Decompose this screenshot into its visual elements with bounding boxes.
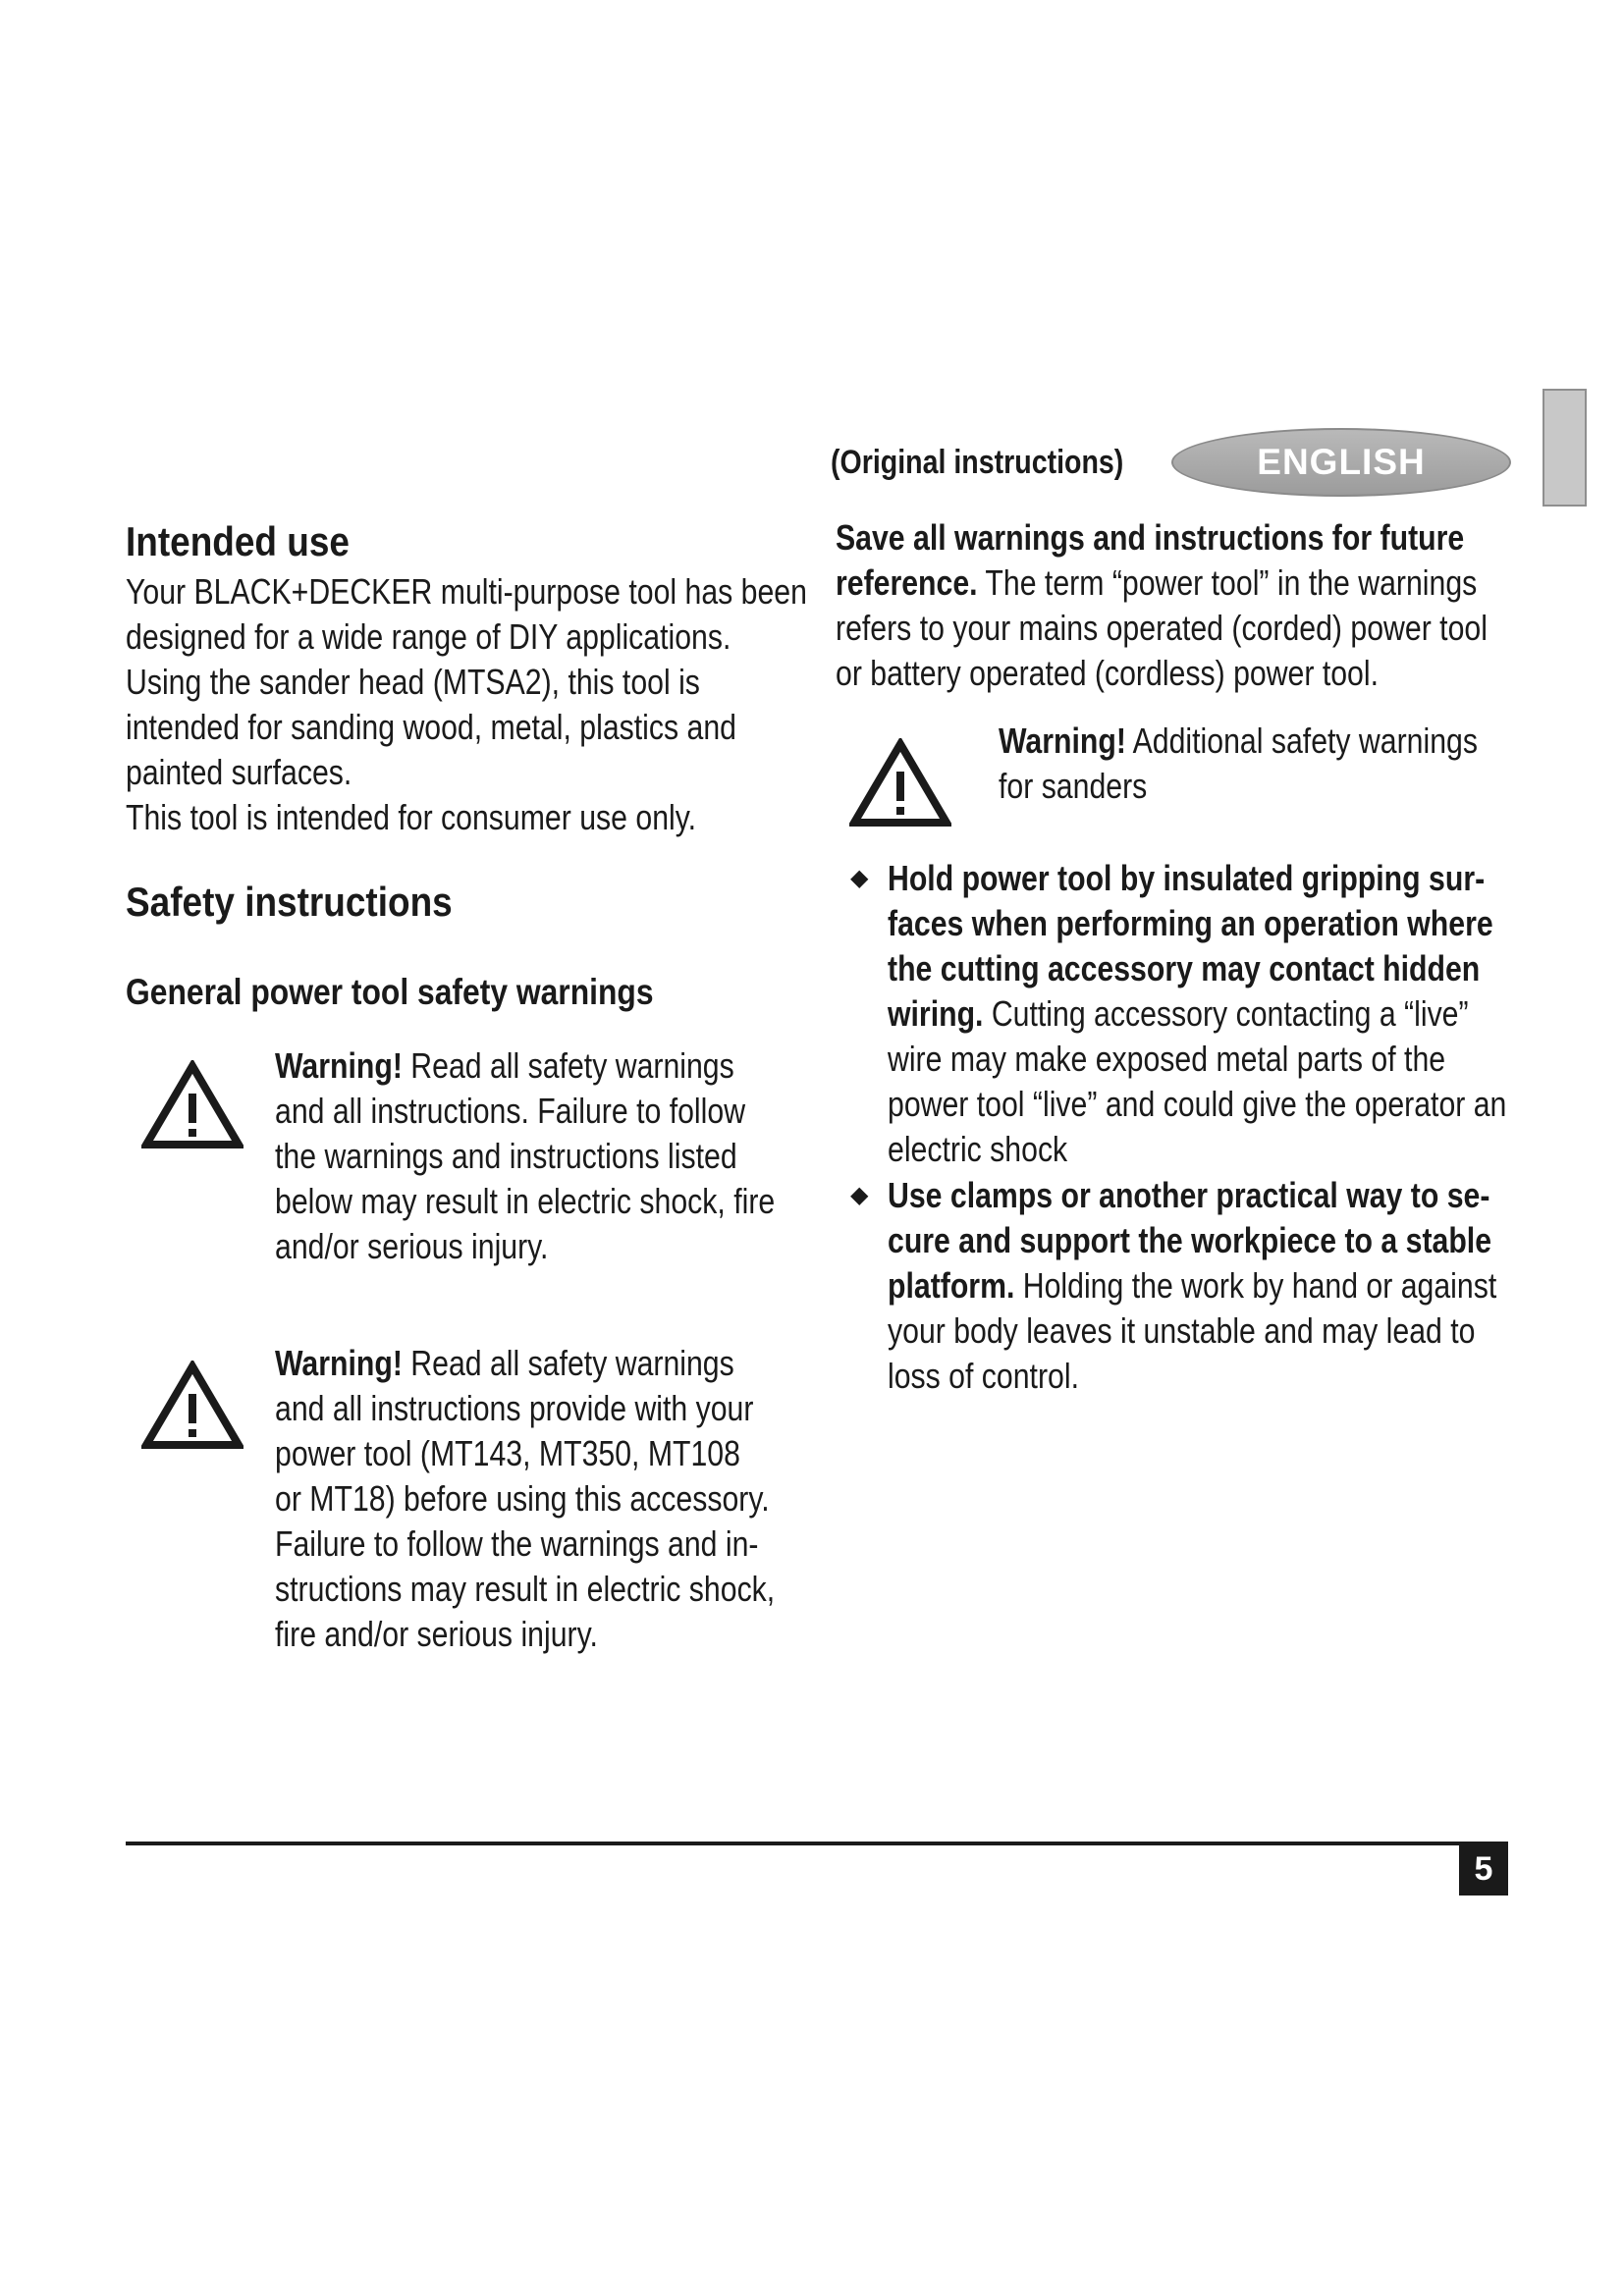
page-number: 5 xyxy=(1474,1849,1493,1888)
warning-1-first-line: Read all safety warnings xyxy=(402,1045,734,1086)
bullet-2-line xyxy=(888,1263,1496,1308)
page-number-badge xyxy=(1459,1842,1508,1896)
general-safety-subheading: General power tool safety warnings xyxy=(126,972,654,1012)
warning-triangle-icon xyxy=(141,1060,244,1150)
bullet-2-line: your body leaves it unstable and may lead to xyxy=(888,1310,1476,1351)
intended-use-body xyxy=(126,569,807,840)
warning-1-line: below may result in electric shock, fire xyxy=(275,1181,776,1221)
bullet-1-bold: the cutting accessory may contact hidden xyxy=(888,948,1481,988)
warning-3-line xyxy=(999,719,1478,764)
warning-1-text xyxy=(275,1043,775,1269)
bullet-2-bold: cure and support the workpiece to a stable xyxy=(888,1220,1492,1260)
warning-1-line: the warnings and instructions listed xyxy=(275,1136,737,1176)
wiring-bold: wiring. xyxy=(888,993,984,1034)
bullet-1-line xyxy=(888,946,1506,991)
intended-use-line: Using the sander head (MTSA2), this tool is xyxy=(126,662,700,702)
bullet-2-line xyxy=(888,1218,1496,1263)
save-warnings-line xyxy=(836,561,1488,606)
warning-2-first-line: Read all safety warnings xyxy=(402,1343,734,1383)
bullet-1-line: wire may make exposed metal parts of the xyxy=(888,1039,1446,1079)
bullet-1-line xyxy=(888,901,1506,946)
bullet-2-line: loss of control. xyxy=(888,1356,1079,1396)
warning-2-line: Failure to follow the warnings and in- xyxy=(275,1523,759,1564)
warning-2-line: or MT18) before using this accessory. xyxy=(275,1478,770,1519)
bullet-2-text xyxy=(888,1173,1496,1399)
bullet-2-rest: Holding the work by hand or against xyxy=(1014,1265,1497,1306)
save-warnings-text xyxy=(836,515,1488,696)
original-instructions-label: (Original instructions) xyxy=(831,444,1124,481)
language-badge xyxy=(1171,428,1511,497)
warning-3-first-line: Additional safety warnings xyxy=(1125,721,1478,761)
warning-2-text xyxy=(275,1341,775,1657)
bullet-1-line xyxy=(888,991,1506,1037)
intended-use-line: painted surfaces. xyxy=(126,752,352,792)
bullet-1-bold: Hold power tool by insulated gripping sur- xyxy=(888,858,1486,898)
intended-use-heading: Intended use xyxy=(126,518,350,564)
intended-use-line: designed for a wide range of DIY applications. xyxy=(126,616,731,657)
platform-bold: platform. xyxy=(888,1265,1015,1306)
warning-2-line: and all instructions provide with your xyxy=(275,1388,754,1428)
warning-triangle-icon xyxy=(141,1361,244,1451)
reference-bold: reference. xyxy=(836,562,978,603)
warning-1-label: Warning! xyxy=(275,1045,403,1086)
warning-3-text xyxy=(999,719,1478,809)
warning-2-line: fire and/or serious injury. xyxy=(275,1614,598,1654)
bullet-2-bold: Use clamps or another practical way to se- xyxy=(888,1175,1490,1215)
bullet-1-text xyxy=(888,856,1506,1172)
warning-triangle-icon xyxy=(849,738,951,828)
language-label: ENGLISH xyxy=(1257,442,1426,482)
safety-instructions-heading: Safety instructions xyxy=(126,879,453,925)
save-warnings-line xyxy=(836,515,1488,561)
warning-2-label: Warning! xyxy=(275,1343,403,1383)
bullet-1-line: electric shock xyxy=(888,1129,1068,1169)
bullet-1-line xyxy=(888,856,1506,901)
intended-use-line: intended for sanding wood, metal, plastics and xyxy=(126,707,736,747)
warning-3-label: Warning! xyxy=(999,721,1126,761)
bullet-1-line: power tool “live” and could give the operator an xyxy=(888,1084,1507,1124)
warning-3-line: for sanders xyxy=(999,766,1148,806)
bullet-1-rest: Cutting accessory contacting a “live” xyxy=(983,993,1469,1034)
diamond-bullet-icon: ◆ xyxy=(850,1182,869,1208)
warning-1-line xyxy=(275,1043,775,1089)
edge-thumb-tab xyxy=(1543,389,1587,507)
intended-use-line: This tool is intended for consumer use only. xyxy=(126,797,697,837)
save-warnings-rest: The term “power tool” in the warnings xyxy=(977,562,1478,603)
warning-2-line xyxy=(275,1341,775,1386)
intended-use-line: Your BLACK+DECKER multi-purpose tool has been xyxy=(126,571,807,612)
save-warnings-line: or battery operated (cordless) power tool. xyxy=(836,653,1379,693)
warning-2-line: structions may result in electric shock, xyxy=(275,1569,776,1609)
warning-1-line: and all instructions. Failure to follow xyxy=(275,1091,746,1131)
save-warnings-line: refers to your mains operated (corded) power tool xyxy=(836,608,1488,648)
diamond-bullet-icon: ◆ xyxy=(850,865,869,891)
save-warnings-bold: Save all warnings and instructions for future xyxy=(836,517,1465,558)
bullet-1-bold: faces when performing an operation where xyxy=(888,903,1493,943)
warning-2-line: power tool (MT143, MT350, MT108 xyxy=(275,1433,740,1473)
footer-rule xyxy=(126,1842,1508,1845)
bullet-2-line xyxy=(888,1173,1496,1218)
warning-1-line: and/or serious injury. xyxy=(275,1226,549,1266)
